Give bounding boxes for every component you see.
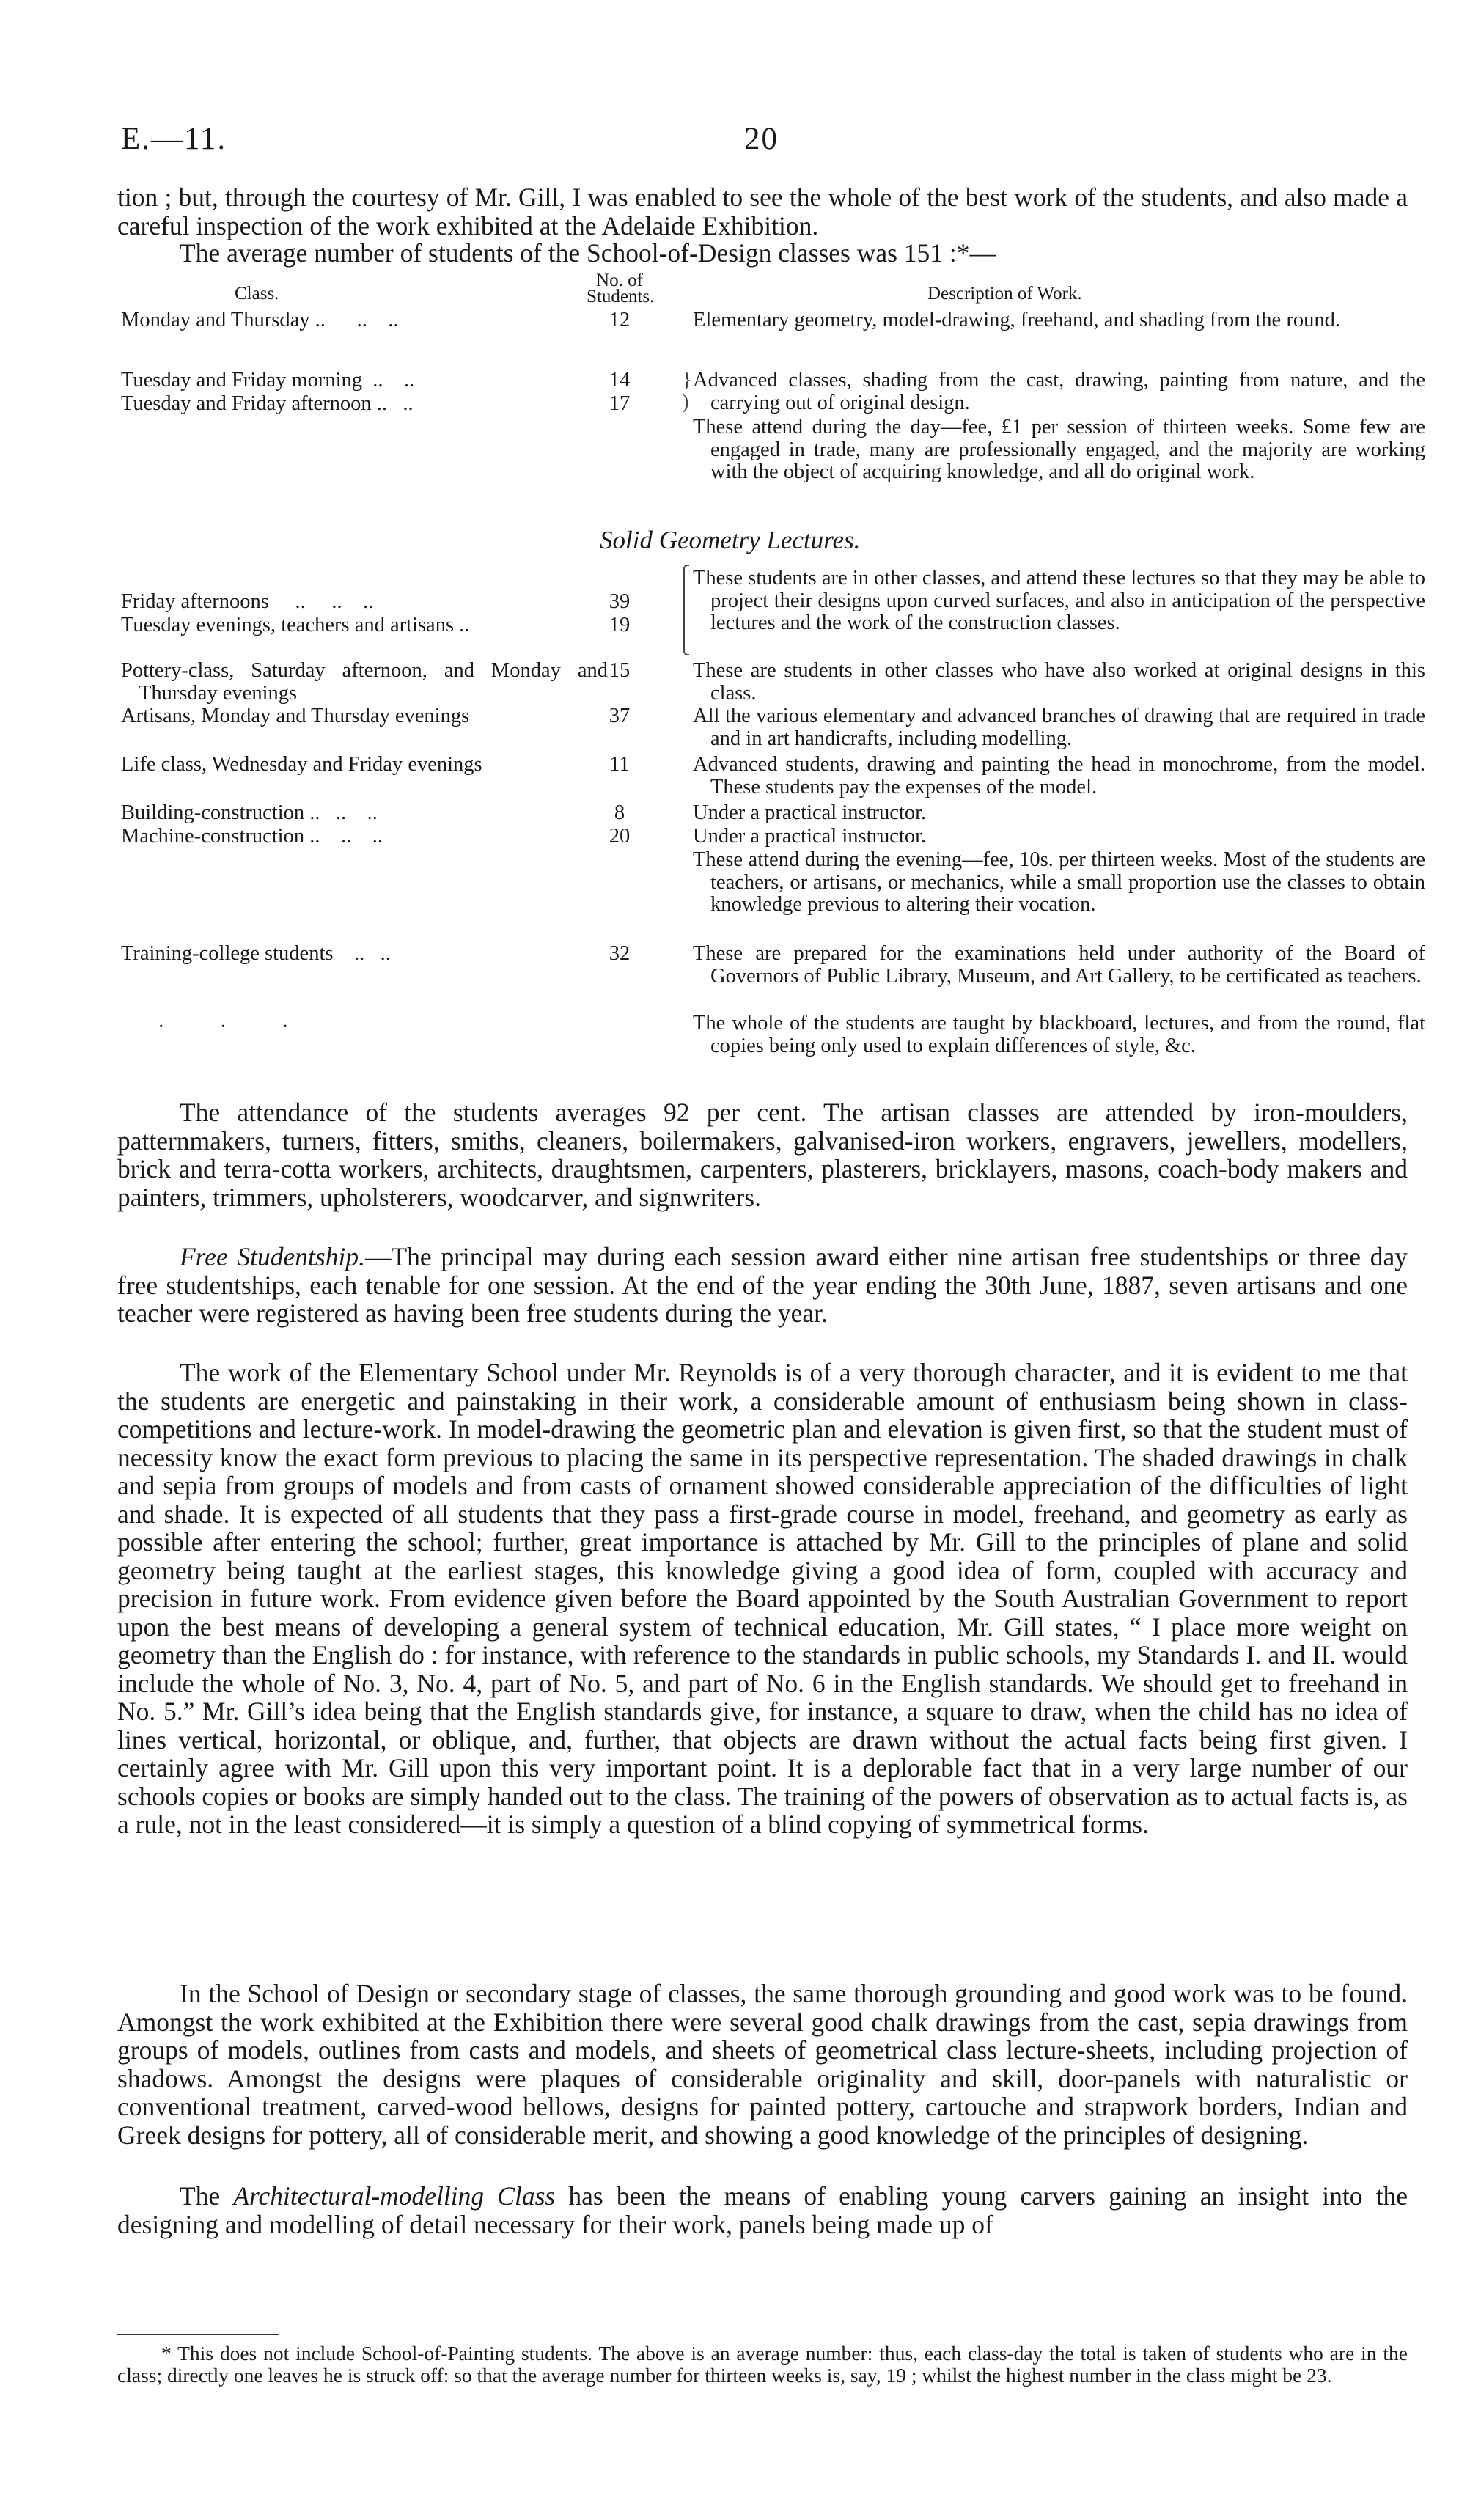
class-row-description: These are students in other classes who have also worked at original designs in this class. [693,659,1425,705]
free-studentship-heading: Free Studentship. [180,1242,365,1271]
architectural-modelling-text: has been the means of enabling young carvers gaining an insight into the designing and modelling of detail necessary for their work, panels being made up of [117,2181,1408,2239]
class-row-description: These are prepared for the examinations held under authority of the Board of Governors of Public Library, Museum, and Art Gallery, to be certificated as teachers. [693,942,1425,988]
ditto-dots: · · · [158,1015,314,1038]
elementary-school-paragraph: The work of the Elementary School under Mr. Reynolds is of a very thorough character, and it is evident to me that the students are energetic and painstaking in their work, a considerable amount of enthusiasm being shown in class-competitions and lecture-work. In model-drawing the geometric plan and elevation is given first, so that the student must of necessity know the exact form previous to placing the same in its perspective representation. The shaded drawings in chalk and sepia from groups of models and from casts of ornament showed considerable appreciation of the difficulties of light and shade. It is expected of all students that they pass a first-grade course in model, freehand, and geometry as early as possible after entering the school; further, great importance is attached by Mr. Gill to the principles of plane and solid geometry being taught at the earliest stages, this knowledge giving a good idea of form, coupled with accuracy and precision in future work. From evidence given before the Board appointed by the South Australian Government to report upon the best means of developing a general system of technical education, Mr. Gill states, “ I place more weight on geometry than the English do : for instance, with reference to the standards in public schools, my Standards I. and II. would include the whole of No. 3, No. 4, part of No. 5, and part of No. 6 in the English standards. We should get to freehand in No. 5.” Mr. Gill’s idea being that the English standards give, for instance, a square to draw, when the child has no idea of lines vertical, horizontal, or oblique, and, further, that objects are drawn without the actual facts being first given. I certainly agree with Mr. Gill upon this very important point. It is a deplorable fact that in a very large number of our schools copies or books are simply handed out to the class. The training of the powers of observation as to actual facts is, as a rule, not in the least considered—it is simply a question of a blind copying of symmetrical forms. [117,1358,1408,1839]
class-row-count: 39 [609,590,631,613]
intro-paragraph: tion ; but, through the courtesy of Mr. Gill, I was enabled to see the whole of the best work of the students, and also made a careful inspection of the work exhibited at the Adelaide Exhibition. [117,183,1408,240]
class-row-count: 8 [614,801,625,824]
attendance-paragraph: The attendance of the students averages 92 per cent. The artisan classes are attended by iron-moulders, patternmakers, turners, fitters, smiths, cleaners, boilermakers, galvanised-iron workers, engravers, jewellers, modellers, brick and terra-cotta workers, architects, draughtsmen, carpenters, plasterers, bricklayers, masons, coach-body makers and painters, trimmers, upholsterers, woodcarver, and signwriters. [117,1098,1408,1212]
col-header-students: No. of Students. [587,271,655,306]
class-row-label: Tuesday and Friday morning .. .. [121,369,415,392]
page-number: 20 [744,122,779,156]
class-table [117,271,1425,1095]
free-studentship-text: —The principal may during each session award either nine artisan free studentships or three day free studentships, each tenable for one session. At the end of the year ending the 30th June, 1887, seven artisans and one teacher were registered as having been free students during the year. [117,1242,1408,1328]
running-header: E.—11. [121,122,227,156]
class-row-label: Training-college students .. .. [121,942,391,965]
class-row-label: Artisans, Monday and Thursday evenings [121,705,470,727]
class-row-count: 15 [609,659,631,682]
class-row-label: Pottery-class, Saturday afternoon, and Monday and Thursday evenings [121,659,608,705]
class-row-count: 20 [609,825,631,848]
brace-symbol: } ) [682,369,692,414]
class-row-count: 19 [609,614,631,636]
class-row-count: 17 [609,392,631,415]
architectural-modelling-paragraph [117,2182,1408,2238]
intro-table-lead: The average number of students of the School-of-Design classes was 151 :*— [180,238,996,268]
class-row-description: All the various elementary and advanced branches of drawing that are required in trade and in art handicrafts, including modelling. [693,705,1425,750]
class-row-description: Advanced classes, shading from the cast, drawing, painting from nature, and the carrying out of original design. [693,369,1425,414]
class-row-description: These students are in other classes, and attend these lectures so that they may be able to project their designs upon curved surfaces, and also in anticipation of the perspective lectures and the work of the construction classes. [693,567,1425,634]
class-row-description: Advanced students, drawing and painting the head in monochrome, from the model. These students pay the expenses of the model. [693,753,1425,798]
school-of-design-paragraph: In the School of Design or secondary stage of classes, the same thorough grounding and good work was to be found. Amongst the work exhibited at the Exhibition there were several good chalk drawings from the cast, sepia drawings from groups of models, outlines from casts and models, and sheets of geometrical class lecture-sheets, including projection of shadows. Amongst the designs were plaques of considerable originality and skill, door-panels with naturalistic or conventional treatment, carved-wood bellows, designs for painted pottery, cartouche and strapwork borders, Indian and Greek designs for pottery, all of considerable merit, and showing a good knowledge of the principles of designing. [117,1979,1408,2150]
brace-symbol [683,565,689,655]
col-header-class: Class. [235,284,279,304]
architectural-modelling-pre: The [180,2181,234,2211]
class-row-label: Monday and Thursday .. .. .. [121,309,399,331]
footnote: * This does not include School-of-Painting students. The above is an average number: thus, each class-day the total is taken of students who are in the class; directly one leaves he is struck off: so that the average number for thirteen weeks is, say, 19 ; whilst the highest number in the class might be 23. [117,2342,1408,2387]
class-row-description: Elementary geometry, model-drawing, freehand, and shading from the round. [693,309,1340,331]
class-row-label: Machine-construction .. .. .. [121,825,383,848]
class-row-description: These attend during the day—fee, £1 per session of thirteen weeks. Some few are engaged in trade, many are professionally engaged, and the majority are working with the object of acquiring knowledge, and all do original work. [693,416,1425,483]
class-row-description: The whole of the students are taught by blackboard, lectures, and from the round, flat copies being only used to explain differences of style, &c. [693,1012,1425,1057]
class-row-count: 11 [609,753,630,776]
free-studentship-paragraph [117,1243,1408,1328]
class-row-label: Life class, Wednesday and Friday evenings [121,753,482,776]
class-row-count: 32 [609,942,631,965]
class-row-description: Under a practical instructor. [693,801,927,824]
class-row-count: 37 [609,705,631,727]
class-row-description: Under a practical instructor. [693,825,927,848]
solid-geometry-heading: Solid Geometry Lectures. [600,526,861,554]
col-header-description: Description of Work. [927,284,1082,304]
class-row-label: Building-construction .. .. .. [121,801,378,824]
class-row-count: 12 [609,309,631,331]
architectural-modelling-class-name: Architectural-modelling Class [233,2181,556,2211]
class-row-count: 14 [609,369,631,392]
class-row-label: Tuesday evenings, teachers and artisans .. [121,614,470,636]
footnote-rule [117,2334,279,2335]
class-row-description: These attend during the evening—fee, 10s. per thirteen weeks. Most of the students are teachers, or artisans, or mechanics, while a small proportion use the classes to obtain knowledge previous to altering their vocation. [693,848,1425,916]
class-row-label: Tuesday and Friday afternoon .. .. [121,392,414,415]
class-row-label: Friday afternoons .. .. .. [121,590,374,613]
